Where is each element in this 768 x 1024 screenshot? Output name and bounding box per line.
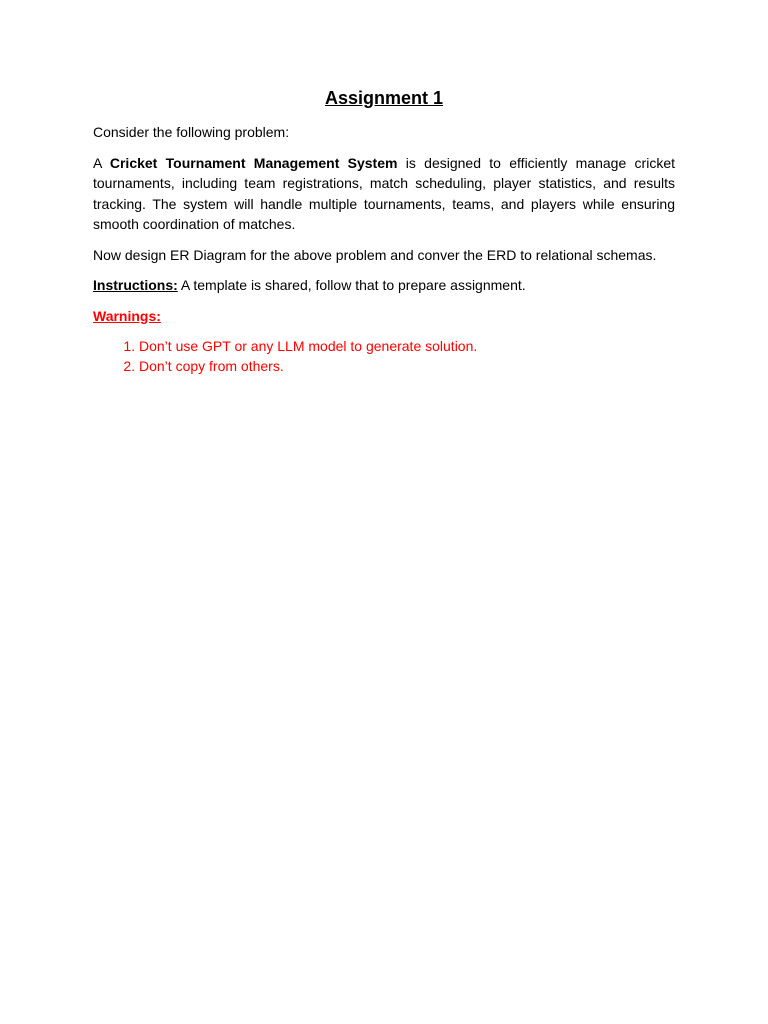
instructions-label: Instructions: xyxy=(93,277,178,293)
warnings-list xyxy=(93,336,675,376)
problem-paragraph xyxy=(93,153,675,235)
problem-prefix: A xyxy=(93,154,110,171)
task-paragraph: Now design ER Diagram for the above problem and conver the ERD to relational schemas. xyxy=(93,246,657,263)
warnings-label: Warnings: xyxy=(93,307,161,324)
warning-item: 1. Don’t use GPT or any LLM model to generate solution. xyxy=(139,336,675,356)
instructions-text: A template is shared, follow that to prepare assignment. xyxy=(177,277,526,293)
intro-paragraph: Consider the following problem: xyxy=(93,124,290,140)
problem-description: is designed to efficiently manage cricket tournaments, including team registrations, match scheduling, player statistics, and results tracking. The system will handle multiple tournaments, teams, and players while ensuring smooth coordination of matches. xyxy=(93,154,675,232)
document-page xyxy=(93,86,675,376)
page-title: Assignment 1 xyxy=(324,88,444,108)
instructions-paragraph xyxy=(93,275,675,296)
system-name: Cricket Tournament Management System xyxy=(109,154,398,171)
warning-item: 2. Don’t copy from others. xyxy=(139,356,675,376)
warnings-heading xyxy=(93,306,675,327)
